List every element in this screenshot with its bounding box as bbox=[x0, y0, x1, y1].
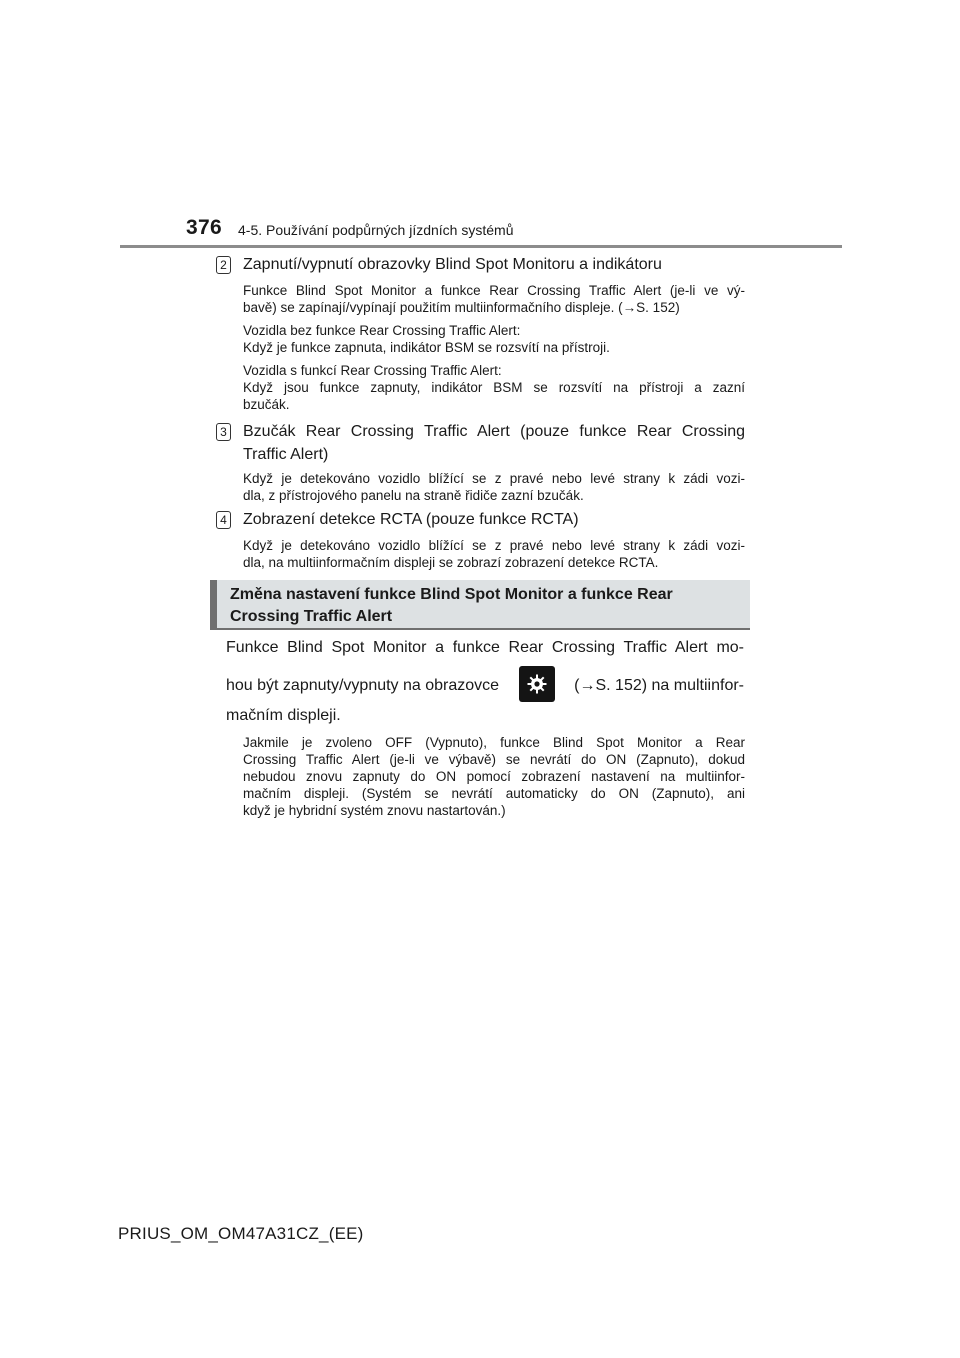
item-title bbox=[243, 420, 745, 466]
text-line: bavě) se zapínají/vypínají použitím multiinformačního displeje. (→S. 152) bbox=[243, 300, 680, 315]
text-line: když je hybridní systém znovu nastartován.) bbox=[243, 803, 506, 818]
text-line: Když jsou funkce zapnuty, indikátor BSM se rozsvítí na přístroji a zazní bbox=[243, 380, 745, 395]
text-line: Když je funkce zapnuta, indikátor BSM se rozsvítí na přístroji. bbox=[243, 340, 610, 355]
section-title: 4-5. Používání podpůrných jízdních systémů bbox=[238, 222, 514, 238]
heading-line: Změna nastavení funkce Blind Spot Monitor a funkce Rear bbox=[230, 586, 673, 603]
title-line: Traffic Alert) bbox=[243, 446, 329, 463]
gear-icon bbox=[519, 666, 555, 702]
text-line: Funkce Blind Spot Monitor a funkce Rear Crossing Traffic Alert mo- bbox=[226, 639, 744, 656]
text-line: mačním displeji. (Systém se nevrátí automaticky do ON (Zapnuto), ani bbox=[243, 786, 745, 801]
item-number-badge: 3 bbox=[216, 423, 231, 441]
item-title: Zobrazení detekce RCTA (pouze funkce RCTA) bbox=[243, 511, 579, 528]
text-line: bzučák. bbox=[243, 397, 290, 412]
document-code: PRIUS_OM_OM47A31CZ_(EE) bbox=[118, 1224, 364, 1243]
note-paragraph bbox=[243, 734, 745, 819]
item-title: Zapnutí/vypnutí obrazovky Blind Spot Monitoru a indikátoru bbox=[243, 256, 662, 273]
header-rule bbox=[120, 245, 842, 248]
section-heading-text bbox=[230, 584, 730, 627]
item-paragraph bbox=[243, 362, 745, 413]
text-line: Když je detekováno vozidlo blížící se z pravé nebo levé strany k zádi vozi- bbox=[243, 538, 745, 553]
text-fragment: hou být zapnuty/vypnuty na obrazovce bbox=[226, 677, 500, 694]
item-paragraph bbox=[243, 322, 745, 356]
item-paragraph bbox=[243, 470, 745, 504]
item-number-badge: 4 bbox=[216, 511, 231, 529]
section-heading bbox=[210, 580, 750, 630]
text-line: dla, z přístrojového panelu na straně řidiče zazní bzučák. bbox=[243, 488, 584, 503]
text-line: Když je detekováno vozidlo blížící se z pravé nebo levé strany k zádi vozi- bbox=[243, 471, 745, 486]
item-number-badge: 2 bbox=[216, 256, 231, 274]
text-fragment: (→S. 152) na multiinfor- bbox=[574, 677, 744, 694]
text-line: Jakmile je zvoleno OFF (Vypnuto), funkce Blind Spot Monitor a Rear bbox=[243, 735, 745, 750]
section-paragraph-line: mačním displeji. bbox=[226, 707, 341, 724]
page-number: 376 bbox=[186, 216, 222, 239]
title-line: Bzučák Rear Crossing Traffic Alert (pouze funkce Rear Crossing bbox=[243, 423, 745, 440]
section-paragraph-line bbox=[226, 666, 744, 706]
item-paragraph bbox=[243, 537, 745, 571]
heading-line: Crossing Traffic Alert bbox=[230, 607, 393, 625]
text-line: Funkce Blind Spot Monitor a funkce Rear Crossing Traffic Alert (je-li ve vý- bbox=[243, 283, 745, 298]
text-line: Vozidla s funkcí Rear Crossing Traffic Alert: bbox=[243, 363, 502, 378]
text-line: dla, na multiinformačním displeji se zobrazí zobrazení detekce RCTA. bbox=[243, 555, 659, 570]
text-line: Crossing Traffic Alert (je-li ve výbavě) se nevrátí do ON (Zapnuto), dokud bbox=[243, 752, 745, 767]
item-paragraph bbox=[243, 282, 745, 316]
text-line: Vozidla bez funkce Rear Crossing Traffic Alert: bbox=[243, 323, 521, 338]
text-line: nebudou znovu zapnuty do ON pomocí zobrazení nastavení na multiinfor- bbox=[243, 769, 745, 784]
section-paragraph bbox=[226, 636, 744, 660]
